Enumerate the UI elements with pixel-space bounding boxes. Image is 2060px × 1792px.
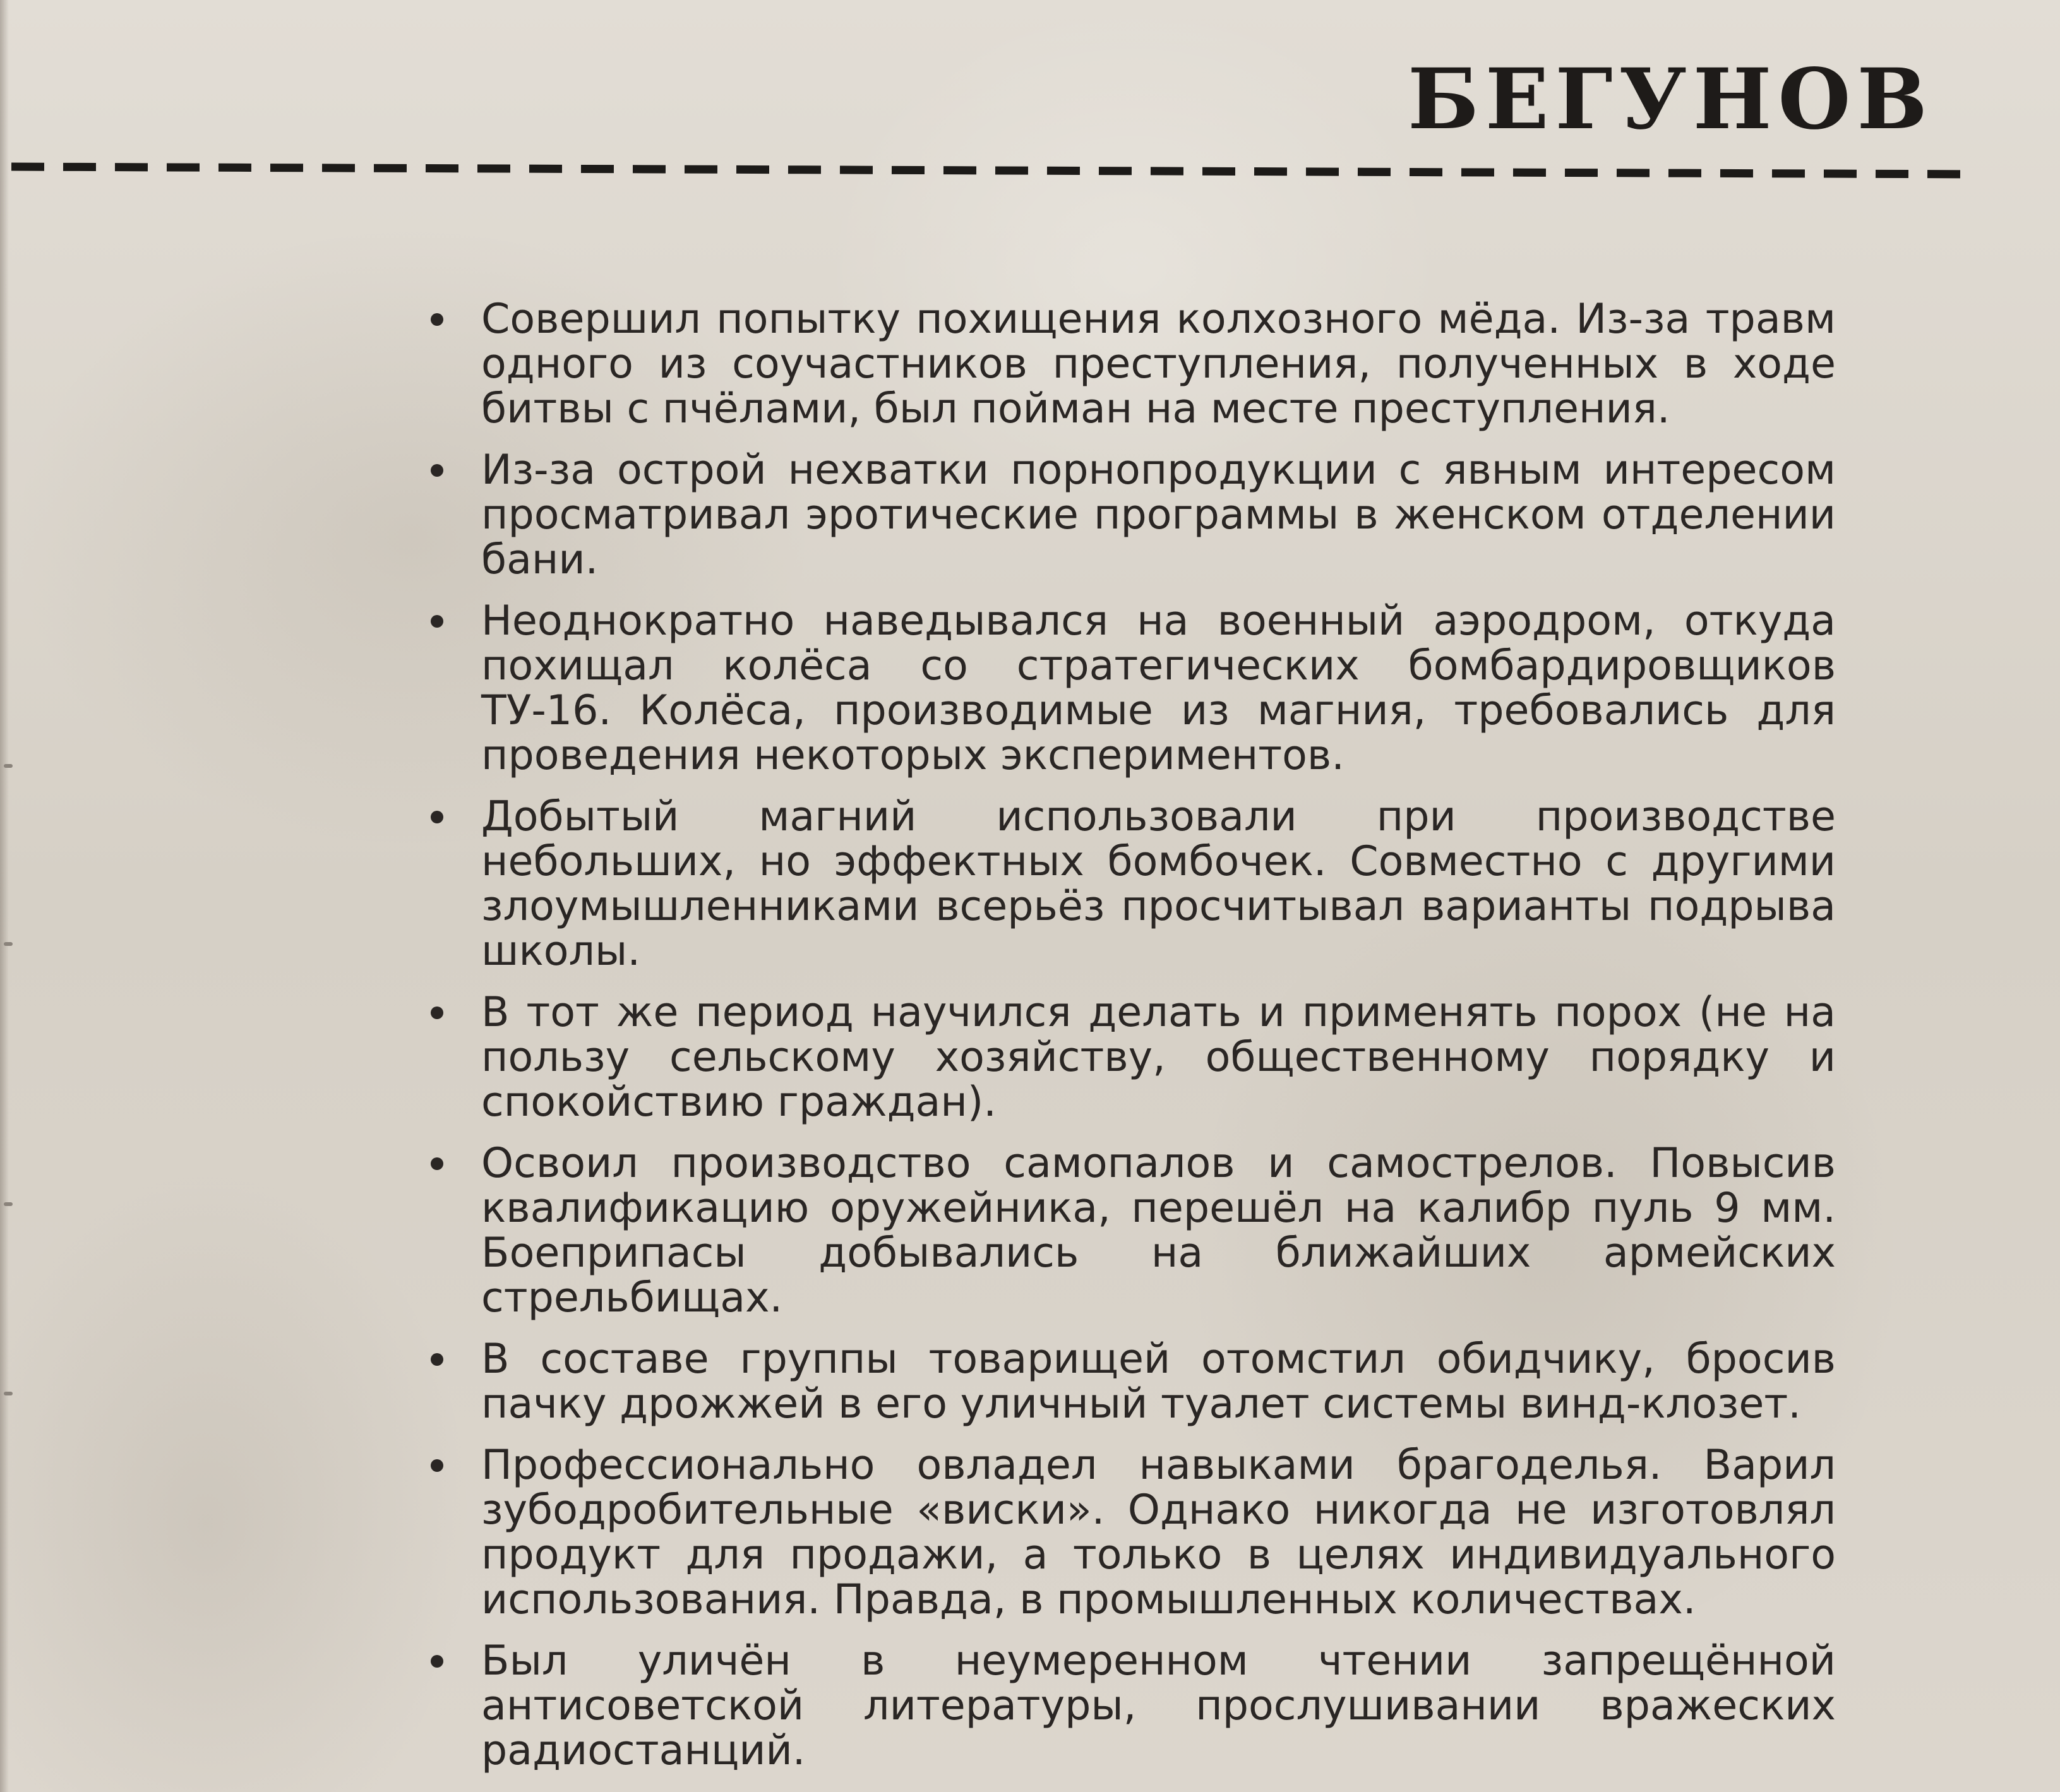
list-item-text: В составе группы товарищей отомстил обидчику, бросив пачку дрожжей в его уличный туалет системы винд-клозет. — [481, 1335, 1836, 1428]
list-item — [431, 1337, 1836, 1426]
list-item-text: Был уличён в неумеренном чтении запрещённой антисоветской литературы, прослушивании вражеских радиостанций. — [481, 1637, 1836, 1774]
bullet-icon — [431, 1655, 443, 1668]
bullet-icon — [431, 615, 443, 628]
list-item — [431, 599, 1836, 778]
page-title: БЕГУНОВ — [1408, 51, 1934, 148]
binding-edge — [0, 0, 9, 1792]
list-item — [431, 1141, 1836, 1320]
list-item-text: Из-за острой нехватки порнопродукции с явным интересом просматривал эротические программы в женском отделении бани. — [481, 446, 1836, 583]
bullet-icon — [431, 1157, 443, 1170]
list-item — [431, 448, 1836, 582]
list-item-text: В тот же период научился делать и применять порох (не на пользу сельскому хозяйству, общественному порядку и спокойствию граждан). — [481, 989, 1836, 1126]
binding-stitch — [4, 1202, 13, 1206]
list-item — [431, 1639, 1836, 1773]
fact-list — [431, 297, 1836, 1789]
bullet-icon — [431, 313, 443, 326]
list-item — [431, 794, 1836, 974]
list-item-text: Неоднократно наведывался на военный аэродром, откуда похищал колёса со стратегических бомбардировщиков ТУ-16. Колёса, производимые из магния, требовались для проведения некоторых экспериментов. — [481, 597, 1836, 779]
list-item — [431, 990, 1836, 1125]
dashed-divider — [11, 157, 1975, 184]
list-item-text: Совершил попытку похищения колхозного мёда. Из-за травм одного из соучастников преступления, полученных в ходе битвы с пчёлами, был пойман на месте преступления. — [481, 296, 1836, 433]
bullet-icon — [431, 811, 443, 823]
list-item-text: Добытый магний использовали при производстве небольших, но эффектных бомбочек. Совместно с другими злоумышленниками всерьёз просчитывал варианты подрыва школы. — [481, 793, 1836, 975]
list-item — [431, 1443, 1836, 1622]
bullet-icon — [431, 464, 443, 477]
list-item — [431, 297, 1836, 431]
binding-stitch — [4, 1392, 13, 1395]
list-item-text: Профессионально овладел навыками брагоделья. Варил зубодробительные «виски». Однако никогда не изготовлял продукт для продажи, а только в целях индивидуального использования. Правда, в промышленных количествах. — [481, 1442, 1836, 1623]
bullet-icon — [431, 1459, 443, 1472]
bullet-icon — [431, 1353, 443, 1366]
binding-stitch — [4, 764, 13, 768]
binding-stitch — [4, 942, 13, 946]
list-item-text: Освоил производство самопалов и самострелов. Повысив квалификацию оружейника, перешёл на калибр пуль 9 мм. Боеприпасы добывались на ближайших армейских стрельбищах. — [481, 1140, 1836, 1322]
bullet-icon — [431, 1007, 443, 1019]
